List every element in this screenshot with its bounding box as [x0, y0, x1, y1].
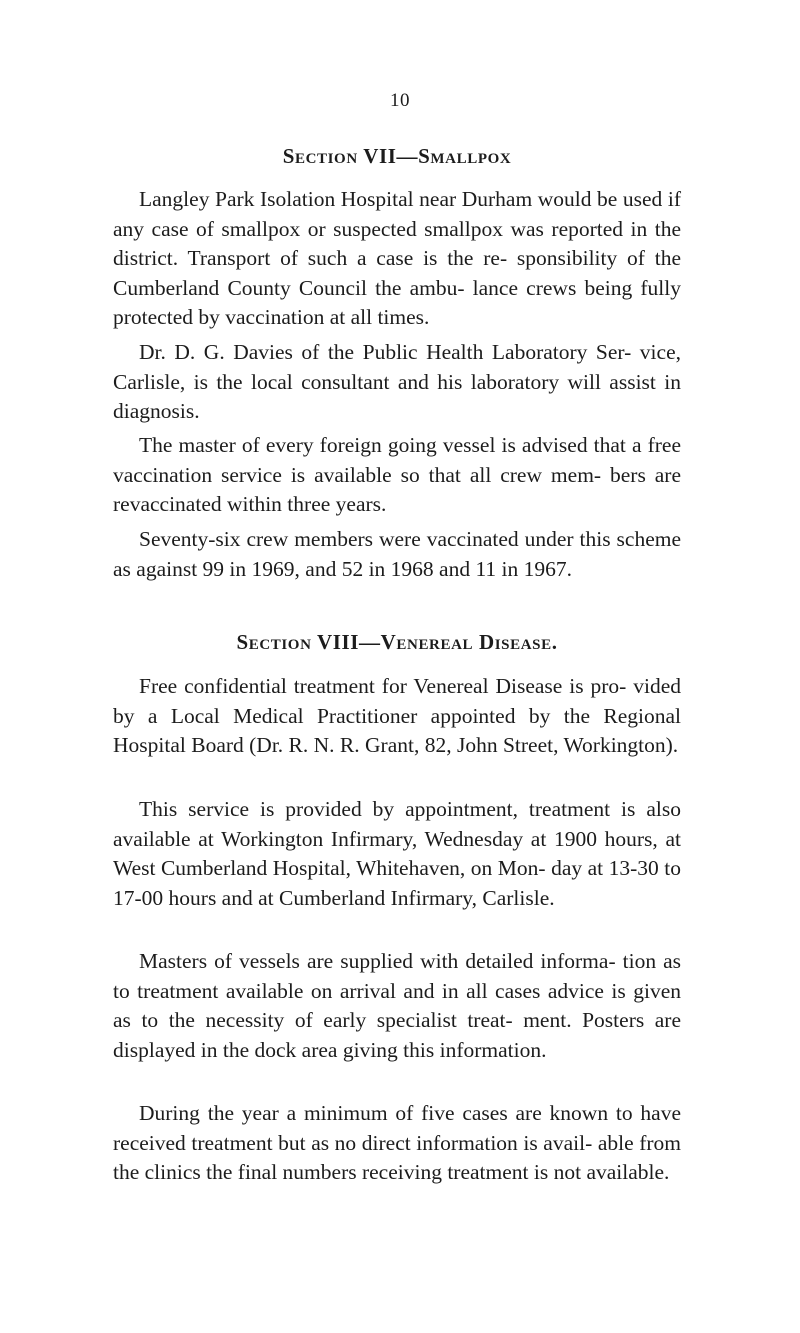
section-viii-paragraph-2: This service is provided by appointment, treatment is also available at Workington Infirmary, Wednesday at 1900 hours, at West Cumberland Hospital, Whitehaven, on Mon- day at 13-30 to 17-00 hours and at Cumberland Infirmary, Carlisle.: [113, 797, 681, 910]
section-vii-paragraph-3: The master of every foreign going vessel is advised that a free vaccination service is available so that all crew mem- bers are revaccinated within three years.: [113, 433, 681, 516]
section-viii-paragraph-1-block: [113, 672, 681, 761]
section-viii-heading-block: [113, 630, 681, 655]
section-vii-paragraph-4-block: [113, 525, 681, 584]
page-number: 10: [390, 90, 410, 111]
section-viii-paragraph-3: Masters of vessels are supplied with detailed informa- tion as to treatment available on arrival and in all cases advice is given as to the necessity of early specialist treat- ment. Posters are displayed in the dock area giving this information.: [113, 949, 681, 1062]
section-viii-paragraph-2-block: [113, 795, 681, 913]
section-viii-paragraph-4-block: [113, 1099, 681, 1188]
section-vii-paragraph-4: Seventy-six crew members were vaccinated under this scheme as against 99 in 1969, and 52 in 1968 and 11 in 1967.: [113, 527, 681, 581]
section-viii-paragraph-1: Free confidential treatment for Venereal Disease is pro- vided by a Local Medical Practitioner appointed by the Regional Hospital Board (Dr. R. N. R. Grant, 82, John Street, Workington).: [113, 674, 681, 757]
section-vii-paragraph-1: Langley Park Isolation Hospital near Durham would be used if any case of smallpox or suspected smallpox was reported in the district. Transport of such a case is the re- sponsibility of the Cumberland County Council the ambu- lance crews being fully protected by vaccination at all times.: [113, 187, 681, 329]
section-vii-paragraph-2-block: [113, 338, 681, 427]
section-vii-paragraph-3-block: [113, 431, 681, 520]
section-vii-paragraph-1-block: [113, 185, 681, 333]
section-vii-paragraph-2: Dr. D. G. Davies of the Public Health Laboratory Ser- vice, Carlisle, is the local consultant and his laboratory will assist in diagnosis.: [113, 340, 681, 423]
section-vii-heading: Section VII—Smallpox: [282, 144, 512, 168]
section-viii-heading: Section VIII—Venereal Disease.: [236, 630, 558, 654]
section-vii-heading-block: [113, 144, 681, 169]
section-viii-paragraph-3-block: [113, 947, 681, 1065]
section-viii-paragraph-4: During the year a minimum of five cases are known to have received treatment but as no direct information is avail- able from the clinics the final numbers receiving treatment is not available.: [113, 1101, 681, 1184]
